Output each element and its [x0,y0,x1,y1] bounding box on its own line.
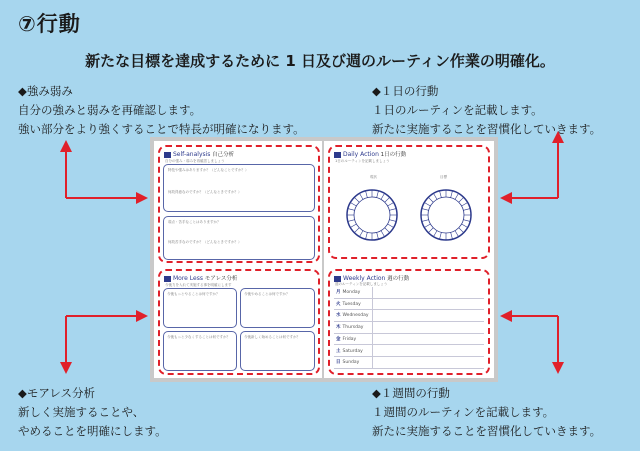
daily-action-title-en: Daily Action [343,151,379,158]
strengths-q2: 何故得意なのですか？（どんなときですか？） [168,190,242,194]
clock-current-label: 現状 [370,175,377,179]
note-weekly-line1: １週間のルーティンを記載します。 [372,405,555,419]
weaknesses-q3: 弱点・苦手なことはありますか？ [168,220,221,224]
weekly-row-kanji: 月 [336,290,341,295]
weekly-row-kanji: 金 [336,336,341,342]
weekly-row-kanji: 日 [336,360,341,366]
weekly-action-subtitle: 週のルーティンを記載しましょう [335,282,388,286]
daily-action-subtitle: 1日のルーティンを記載しましょう [335,159,390,163]
headline: 新たな目標を達成するために 1 日及び週のルーティン作業の明確化。 [85,52,555,70]
note-strengths-line2: 強い部分をより強くすることで特長が明確になります。 [18,122,305,136]
weekly-row-day: Wednesday [342,313,369,319]
clock-goal-label: 目標 [440,175,447,179]
fewer-q3: 今後もっと少なくすることは何ですか？ [167,335,230,339]
weekly-row-kanji: 火 [336,301,341,307]
note-weekly-line2: 新たに実施することを習慣化していきます。 [372,424,602,438]
page-title: ⑦行動 [18,12,81,36]
note-daily-heading: ◆１日の行動 [372,84,439,98]
weekly-action-title-en: Weekly Action [343,275,386,282]
strengths-q1: 特技や強みはありますか？（どんなことですか？） [168,168,249,172]
weekly-row-day: Sunday [342,360,360,366]
self-analysis-title-jp: 自己分析 [212,152,235,158]
note-strengths-heading: ◆強み弱み [18,84,73,98]
weekly-row-kanji: 水 [336,313,341,319]
more-less-subtitle: 今後力を入れて実施する事を明確にします [165,283,232,287]
weekly-row-kanji: 木 [336,325,341,331]
more-less-title-en: More Less [173,275,203,282]
weekly-row-kanji: 土 [336,348,341,354]
note-strengths-line1: 自分の強みと弱みを再確認します。 [18,103,202,117]
weekly-row-day: Friday [342,336,357,342]
note-daily-line2: 新たに実施することを習慣化していきます。 [372,122,602,136]
note-moreless-heading: ◆モアレス分析 [18,386,96,400]
new-q4: 今後新しく始めることは何ですか？ [244,335,300,339]
weekly-row-day: Monday [342,290,361,295]
weekly-row-day: Thursday [342,325,364,331]
note-moreless-line1: 新しく実施することや、 [18,405,145,419]
weekly-row-day: Saturday [342,348,363,354]
more-less-title-jp: モアレス分析 [204,276,238,282]
self-analysis-title-en: Self-analysis [173,151,211,158]
self-analysis-subtitle: 自分の強み・弱みを再確認しましょう [165,159,225,163]
weaknesses-q4: 何故苦手なのですか？（どんなときですか？） [168,240,242,244]
weekly-row-day: Tuesday [342,301,361,307]
less-q2: 今後やめることは何ですか？ [244,292,290,296]
weekly-action-title-jp: 週の行動 [387,276,410,282]
daily-action-title-jp: 1日の行動 [380,152,407,158]
note-weekly-heading: ◆１週間の行動 [372,386,450,400]
more-q1: 今後もっとやることは何ですか？ [167,292,220,296]
note-moreless-line2: やめることを明確にします。 [18,424,167,438]
note-daily-line1: １日のルーティンを記載します。 [372,103,543,117]
